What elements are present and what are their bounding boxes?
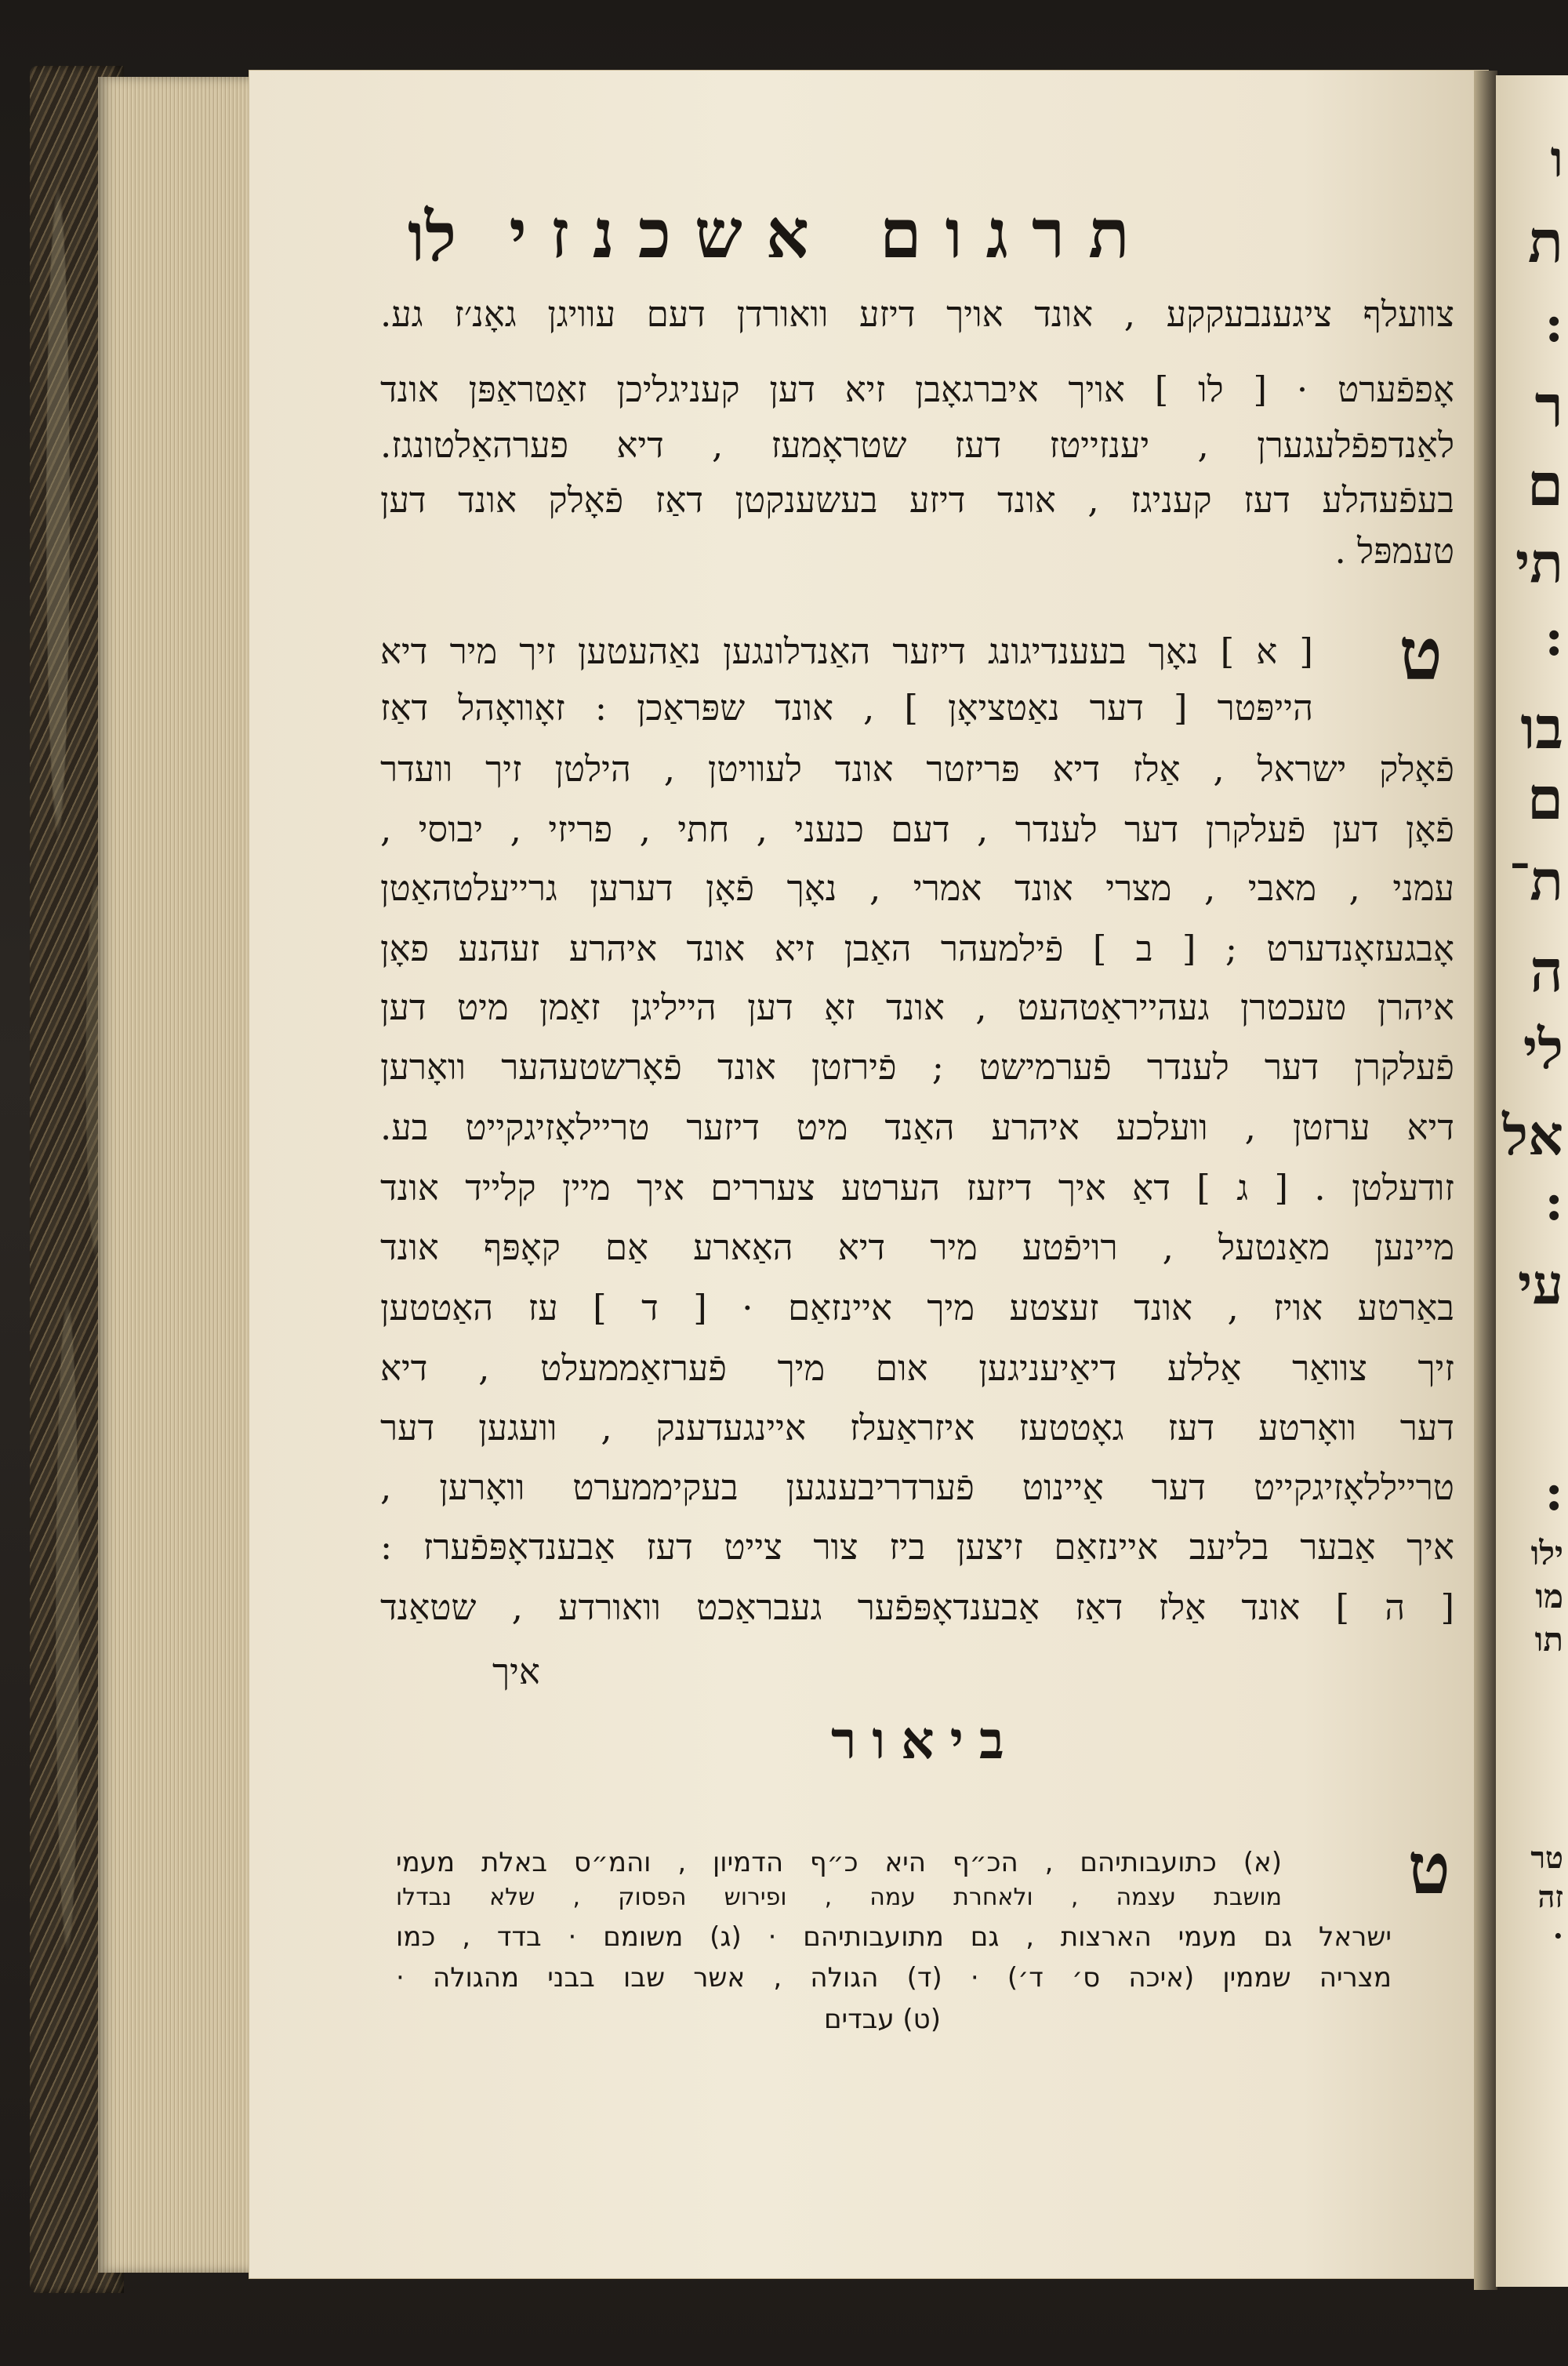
facing-glyph: לי — [1523, 1016, 1563, 1081]
text-line: עמני , מאבי , מצרי אונד אמרי , נאָך פֿאָן דערען גרייעלטהאַטן — [380, 867, 1454, 909]
facing-glyph: מו — [1535, 1577, 1563, 1615]
facing-glyph: : — [1544, 609, 1563, 667]
text-line: בעפֿעהלע דעז קעניגז , אונד דיזע בעשענקטן דאַז פֿאָלק אונד דען — [380, 479, 1454, 521]
facing-glyph: עי — [1518, 1252, 1563, 1317]
facing-glyph: ם — [1526, 452, 1563, 519]
text-line: איהרן טעכטרן געהייראַטהעט , אונד זאָ דען הייליגן זאַמן מיט דען — [380, 987, 1454, 1028]
facing-glyph: זה — [1537, 1879, 1563, 1914]
text-line: פֿאָן דען פֿעלקרן דער לענדר , דעם כנעני , חתי , פריזי , יבוסי , — [380, 809, 1454, 850]
facing-glyph: בו — [1520, 695, 1563, 762]
text-line: זיך צוואַר אַללע דיאַיעניגען אום מיך פֿערזאַממעלט , דיא — [380, 1347, 1454, 1389]
text-line: פֿעלקרן דער לענדר פֿערמישט ; פֿירזטן אונד פֿאָרשטעהער וואָרען — [380, 1046, 1454, 1088]
facing-glyph: ת — [1527, 209, 1563, 276]
facing-glyph: ר — [1534, 373, 1563, 441]
commentary-line: (א) כתועבותיהם , הכ״ף היא כ״ף הדמיון , והמ״ס באלת מעמי — [396, 1847, 1282, 1878]
facing-glyph: : — [1544, 1173, 1563, 1232]
text-line: לאַנדפפֿלעגערן , יענזייטז דעז שטראָמעז , דיא פערהאַלטונגז. — [380, 424, 1454, 466]
facing-glyph: · — [1552, 1918, 1563, 1953]
text-line: איך אַבער בליעב איינזאַם זיצען ביז צור צייט דעז אַבענדאָפּפֿערז : — [380, 1526, 1454, 1568]
text-line: באַרטע אויז , אונד זעצטע מיך איינזאַם · [ ד ] עז האַטטען — [380, 1287, 1454, 1328]
commentary-title: ביאור — [831, 1710, 1020, 1771]
text-line: זודעלטן . [ ג ] דאַ איך דיזעז הערטע צעררים איך מיין קלייד אונד — [380, 1167, 1454, 1208]
running-title: תרגום אשכנזי — [509, 194, 1153, 274]
commentary-line: ישראל גם מעמי הארצות , גם מתועבותיהם · (ג) משומם · בדד , כמו — [396, 1921, 1392, 1953]
text-line: טרייללאָזיגקייט דער אַיינוט פֿערדריבענגען בעקיממערט וואָרען , — [380, 1466, 1454, 1508]
facing-glyph: טר — [1530, 1840, 1563, 1875]
text-line: הייפּטר [ דער נאַטציאָן ] , אונד שפּראַכן : זאָוואָהל דאַז — [380, 687, 1313, 729]
facing-glyph: ת־ — [1508, 848, 1563, 913]
text-line: אָפפֿערט · [ לו ] אויך איברגאָבן זיא דען קעניגליכן זאַטראַפּן אונד — [380, 369, 1454, 410]
page-number: לו — [408, 198, 457, 277]
text-line: פֿאָלק ישראל , אַלז דיא פּריזטר אונד לעוויטן , הילטן זיך וועדר — [380, 748, 1454, 790]
text-line: מיינען מאַנטעל , רויפֿטע מיר דיא האַארע אַם קאָפּף אונד — [380, 1227, 1454, 1268]
facing-glyph: ם — [1526, 765, 1563, 833]
facing-glyph: אל — [1502, 1103, 1563, 1168]
text-line: דיא ערזטן , וועלכע איהרע האַנד מיט דיזער טריילאָזיגקייט בע. — [380, 1107, 1454, 1148]
commentary-letter: ט — [1407, 1827, 1450, 1910]
facing-glyph: : — [1544, 295, 1563, 354]
page-edges — [98, 77, 255, 2273]
chapter-letter: ט — [1399, 612, 1443, 696]
text-line: טעמפּל . — [1334, 530, 1454, 572]
text-line: [ ה ] אונד אַלז דאַז אַבענדאָפּפֿער געבראַכט וואורדע , שטאַנד — [380, 1586, 1454, 1628]
facing-glyph: תי — [1515, 530, 1563, 595]
text-line: צוועלף ציגענבעקקע , אונד אויך דיזע וואורדן דעם עוויגן גאָנ׳ז גע. — [380, 293, 1454, 335]
catchword: איך — [492, 1651, 540, 1692]
facing-glyph: : — [1544, 1463, 1563, 1522]
text-line: [ א ] נאָך בעענדיגונג דיזער האַנדלונגען נאַהעטען זיך מיר דיא — [380, 631, 1313, 672]
facing-glyph: ילו — [1530, 1534, 1563, 1572]
book-gutter — [1474, 71, 1497, 2290]
commentary-line: (ט) עבדים — [823, 2004, 941, 2035]
facing-glyph: ו — [1550, 130, 1563, 189]
commentary-line: מושבת עצמה , ולאחרת עמה , ופירוש הפסוק , שלא נבדלו — [396, 1884, 1282, 1911]
facing-glyph: ה — [1530, 938, 1563, 1005]
facing-page — [1496, 75, 1568, 2287]
commentary-line: מצריה שממין (איכה ס׳ ד׳) · (ד) הגולה , אשר שבו בבני מהגולה · — [396, 1962, 1392, 1993]
facing-glyph: תו — [1534, 1620, 1563, 1659]
text-line: דער וואָרטע דעז גאָטטעז איזראַעלז איינגעדענק , וועגען דער — [380, 1407, 1454, 1448]
text-line: אָבגעזאָנדערט ; [ ב ] פֿילמעהר האַבן זיא אונד איהרע זעהנע פאָן — [380, 928, 1454, 969]
